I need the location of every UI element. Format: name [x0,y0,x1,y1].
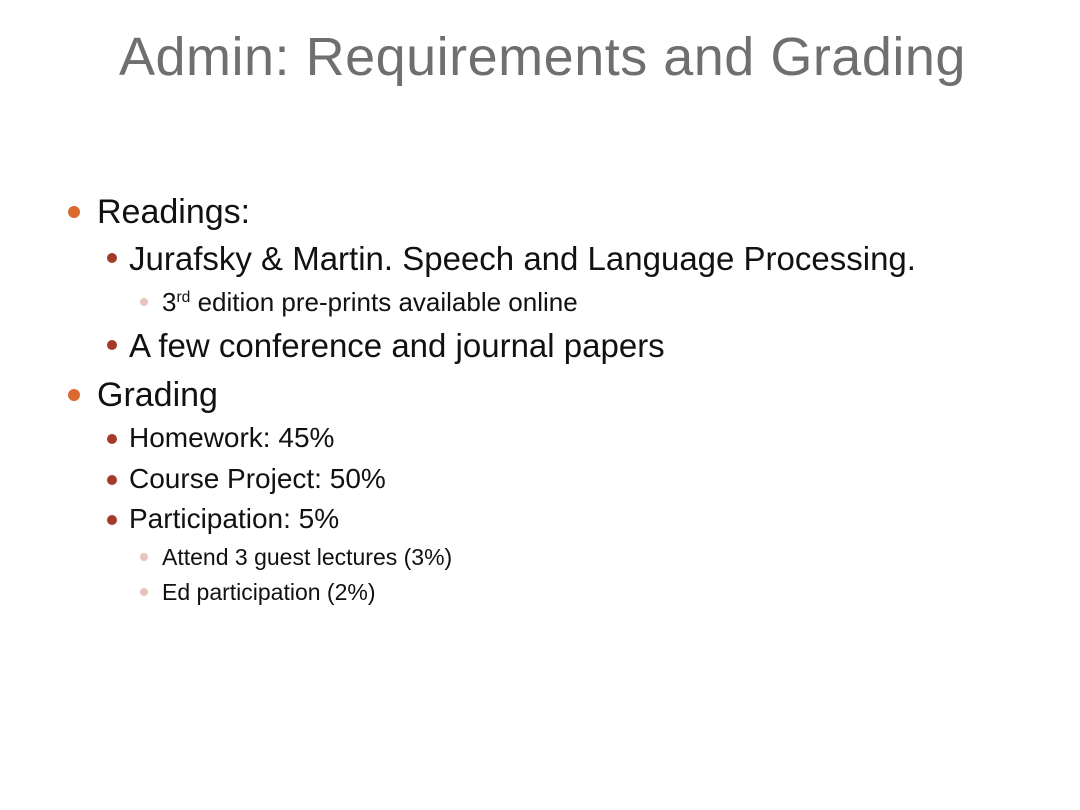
bullet-icon [107,515,117,525]
bullet-icon [68,389,80,401]
grading-guest-lectures: Attend 3 guest lectures (3%) [162,544,453,570]
readings-book: Jurafsky & Martin. Speech and Language Processing. [129,240,916,277]
slide-title: Admin: Requirements and Grading [119,27,966,87]
grading-ed-participation: Ed participation (2%) [162,579,376,605]
bullet-icon [68,206,80,218]
readings-edition [162,286,578,323]
bullet-icon [107,253,117,263]
bullet-icon [140,588,148,596]
readings-papers: A few conference and journal papers [129,327,665,364]
edition-number: 3 [162,287,177,317]
bullet-icon [107,475,117,485]
edition-text: edition pre-prints available online [190,287,578,317]
readings-heading: Readings: [97,193,251,231]
edition-ordinal: rd [176,289,191,307]
bullet-icon [107,340,117,350]
grading-heading: Grading [97,376,218,414]
bullet-icon [107,434,117,444]
bullet-icon [140,553,148,561]
grading-homework: Homework: 45% [129,422,335,453]
grading-participation: Participation: 5% [129,503,340,534]
grading-project: Course Project: 50% [129,463,386,494]
bullet-icon [140,298,148,306]
